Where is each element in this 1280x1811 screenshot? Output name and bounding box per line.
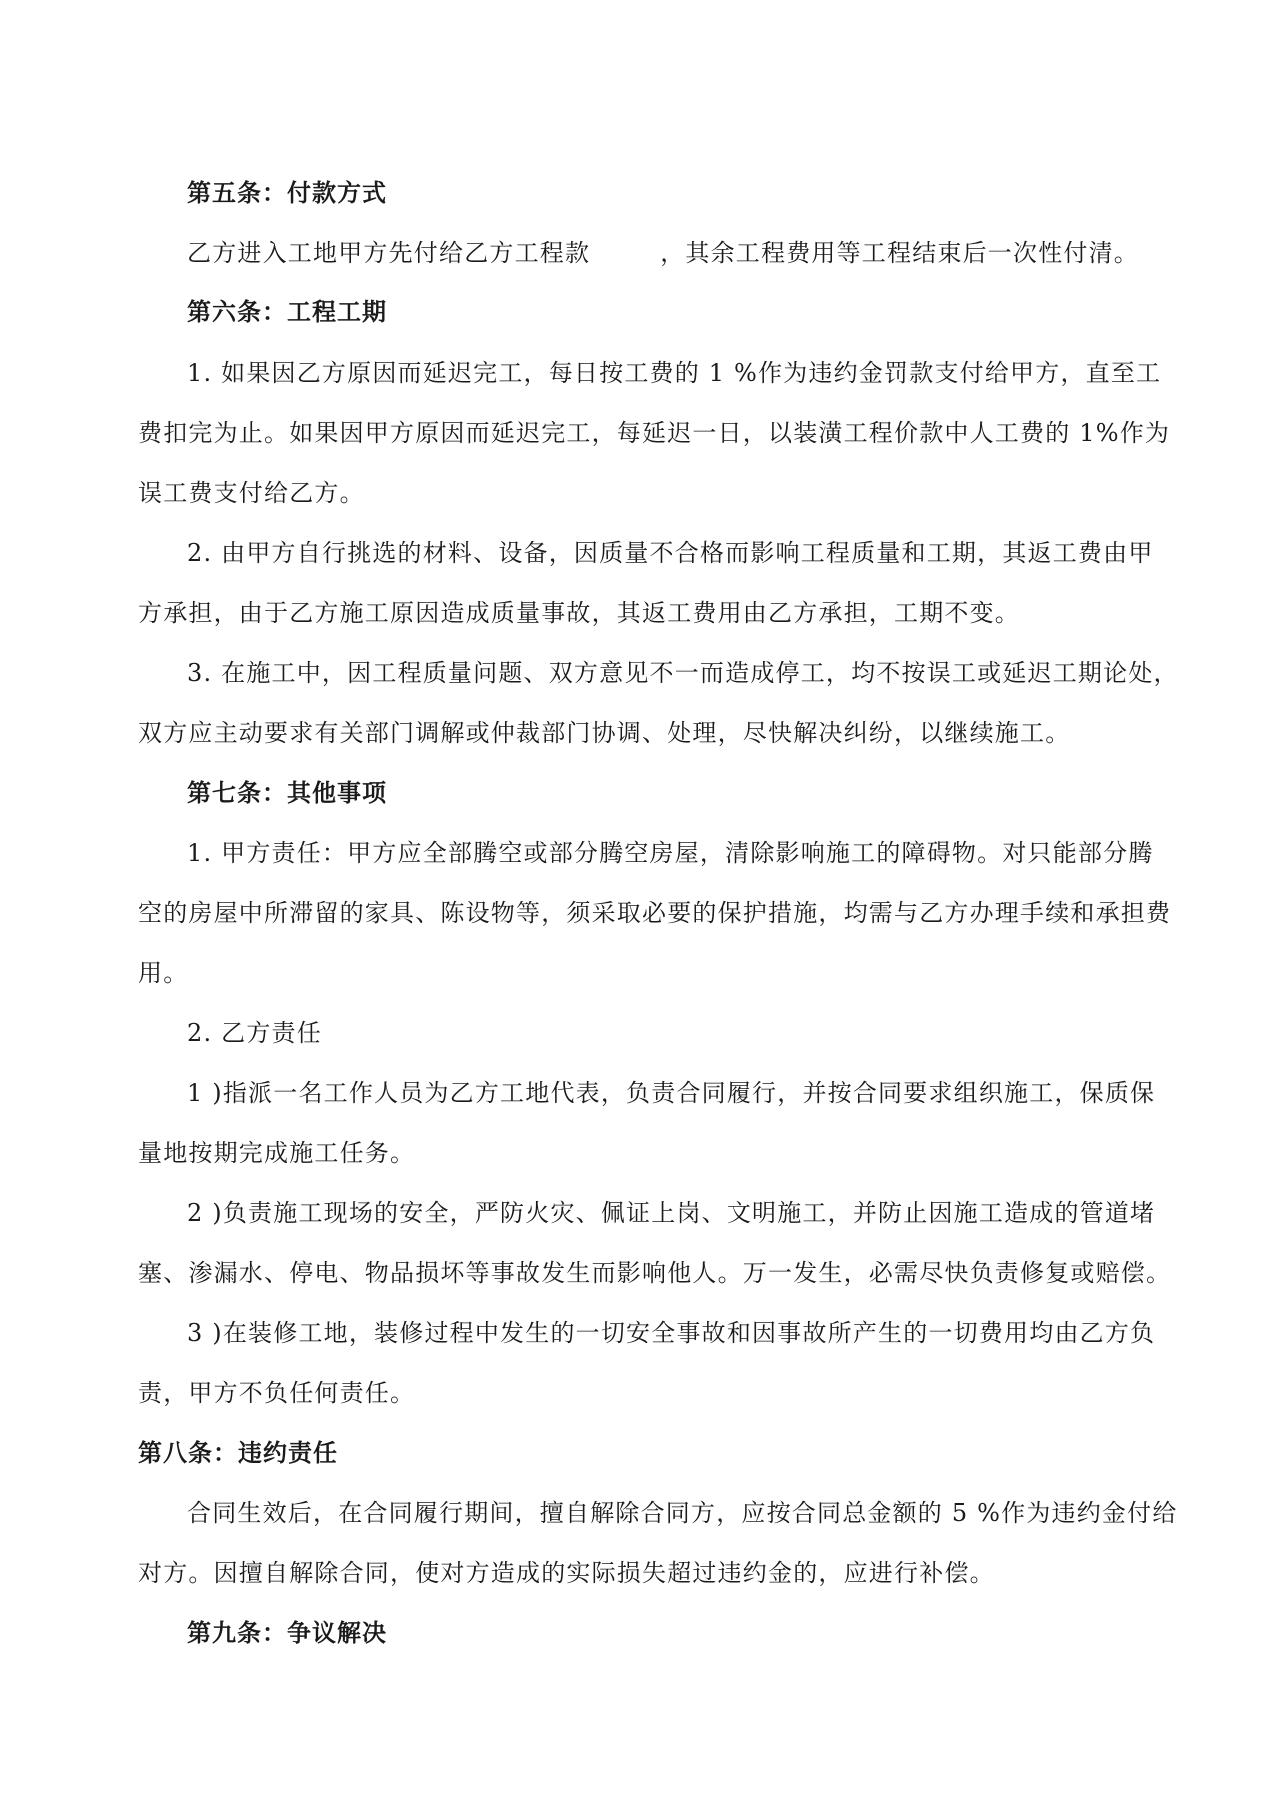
s7-p1-line-2: 空的房屋中所滞留的家具、陈设物等，须采取必要的保护措施，均需与乙方办理手续和承担费 [138,899,1172,927]
section-5-paragraph [187,238,1139,268]
s7-i2-line-1: 2 )负责施工现场的安全，严防火灾、佩证上岗、文明施工，并防止因施工造成的管道堵 [187,1199,1156,1227]
s6-p3-line-1: 3. 在施工中，因工程质量问题、双方意见不一而造成停工，均不按误工或延迟工期论处， [187,659,1179,687]
section-8-heading: 第八条：违约责任 [138,1438,338,1467]
s7-i2-line-2: 塞、渗漏水、停电、物品损坏等事故发生而影响他人。万一发生，必需尽快负责修复或赔偿。 [138,1259,1172,1287]
s7-p1-line-1: 1. 甲方责任：甲方应全部腾空或部分腾空房屋，清除影响施工的障碍物。对只能部分腾 [187,839,1154,867]
section-6-heading: 第六条：工程工期 [187,297,387,326]
section-5-heading: 第五条：付款方式 [187,178,387,207]
section-9-heading: 第九条：争议解决 [187,1618,387,1647]
s6-p2-line-1: 2. 由甲方自行挑选的材料、设备，因质量不合格而影响工程质量和工期，其返工费由甲 [187,539,1154,567]
s7-i1-line-1: 1 )指派一名工作人员为乙方工地代表，负责合同履行，并按合同要求组织施工，保质保 [187,1079,1156,1107]
payment-text-b: ，其余工程费用等工程结束后一次性付清。 [660,239,1140,267]
s6-p1-line-2: 费扣完为止。如果因甲方原因而延迟完工，每延迟一日，以装潢工程价款中人工费的 1%作为 [138,419,1171,447]
s6-p2-line-2: 方承担，由于乙方施工原因造成质量事故，其返工费用由乙方承担，工期不变。 [138,599,1020,627]
s8-line-2: 对方。因擅自解除合同，使对方造成的实际损失超过违约金的，应进行补偿。 [138,1559,995,1587]
s6-p1-line-3: 误工费支付给乙方。 [138,479,365,507]
s6-p1-line-1: 1. 如果因乙方原因而延迟完工，每日按工费的 1 %作为违约金罚款支付给甲方，直至工 [187,359,1162,387]
s7-i1-line-2: 量地按期完成施工任务。 [138,1139,416,1167]
s7-p2-title: 2. 乙方责任 [187,1019,322,1047]
s8-line-1: 合同生效后，在合同履行期间，擅自解除合同方，应按合同总金额的 5 %作为违约金付给 [187,1499,1178,1527]
section-7-heading: 第七条：其他事项 [187,778,387,807]
s7-i3-line-2: 责，甲方不负任何责任。 [138,1379,416,1407]
s7-p1-line-3: 用。 [138,959,189,987]
payment-text-a: 乙方进入工地甲方先付给乙方工程款 [187,239,591,267]
s6-p3-line-2: 双方应主动要求有关部门调解或仲裁部门协调、处理，尽快解决纠纷，以继续施工。 [138,719,1071,747]
s7-i3-line-1: 3 )在装修工地，装修过程中发生的一切安全事故和因事故所产生的一切费用均由乙方负 [187,1319,1156,1347]
